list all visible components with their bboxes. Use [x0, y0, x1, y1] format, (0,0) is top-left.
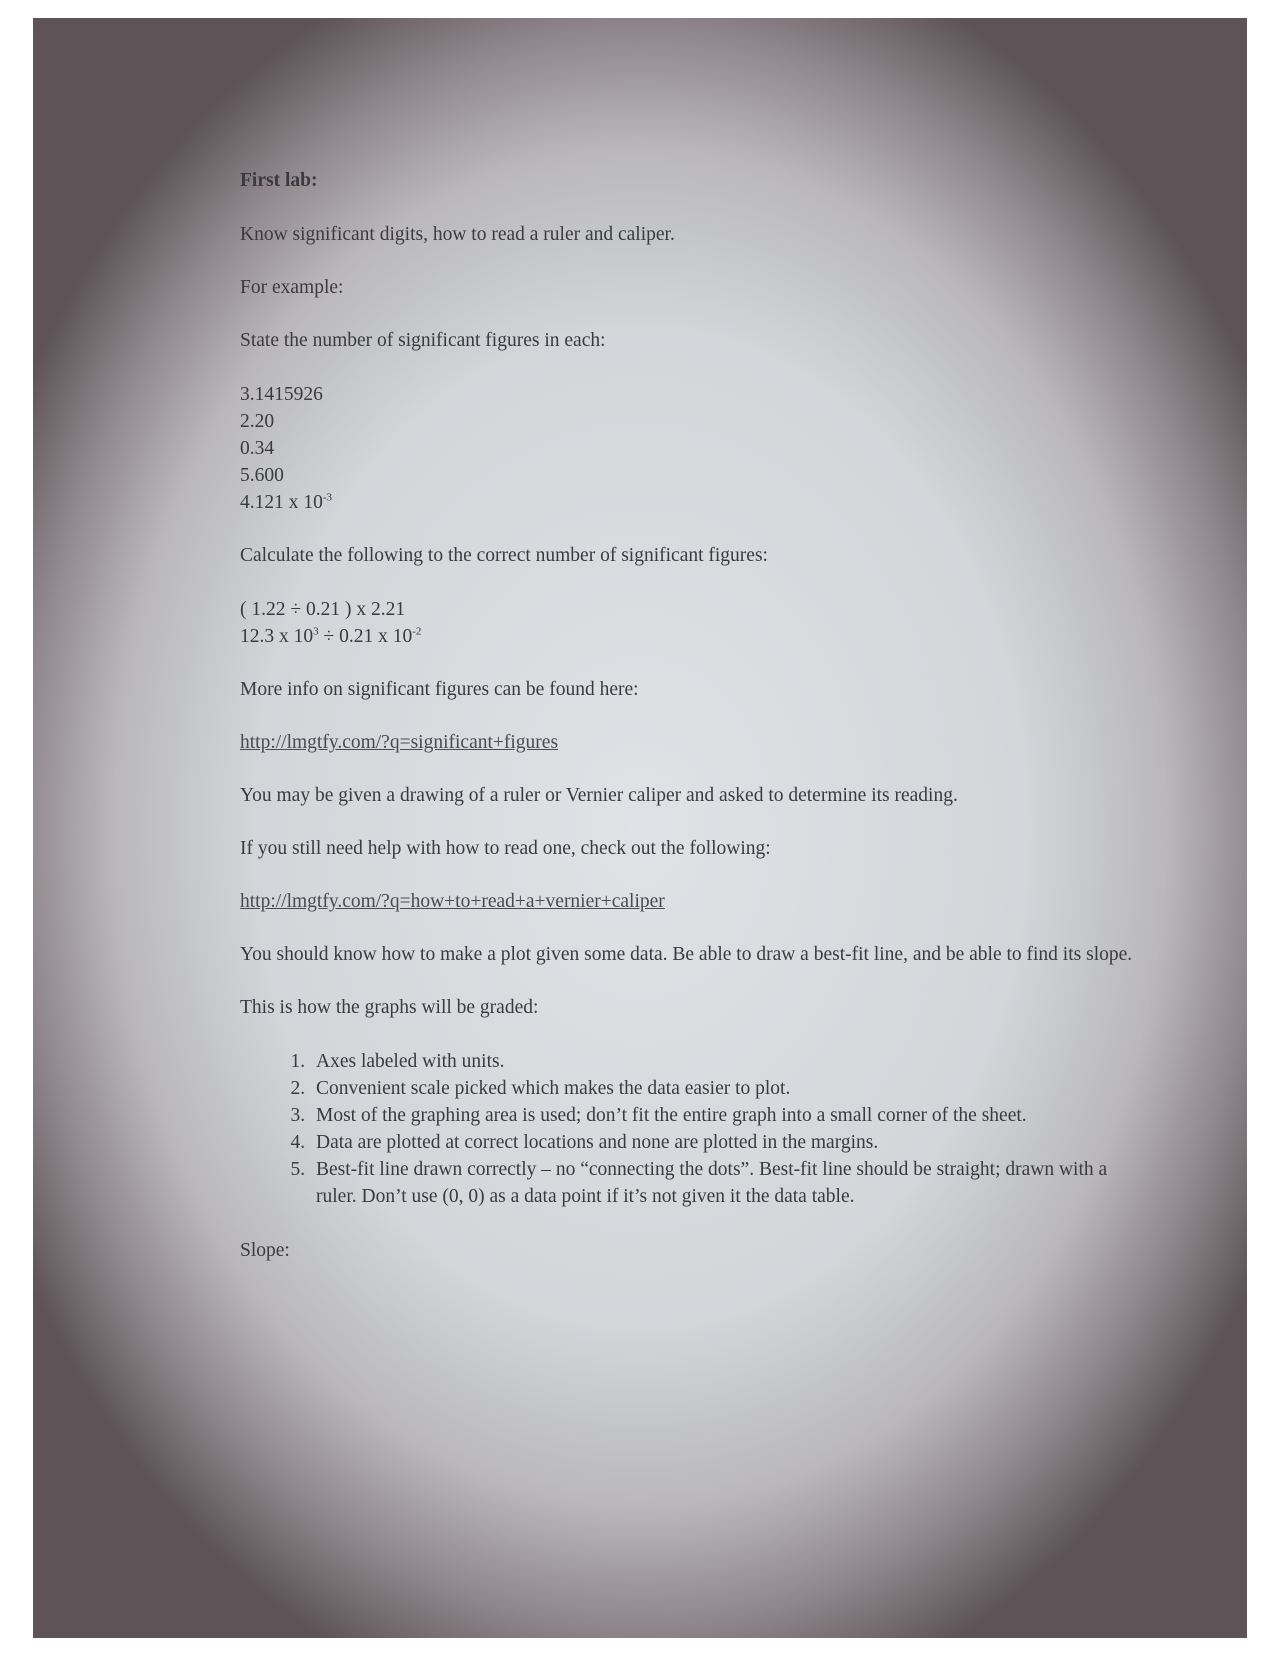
list-item: 1. Axes labeled with units.: [310, 1048, 1140, 1075]
document-photo: [33, 18, 1247, 1638]
list-item: 3. Most of the graphing area is used; don’t fit the entire graph into a small corner of the sheet.: [310, 1102, 1140, 1129]
sig-fig-item: 0.34: [240, 438, 275, 459]
sig-figures-link[interactable]: http://lmgtfy.com/?q=significant+figures: [240, 732, 559, 753]
vernier-caliper-link[interactable]: http://lmgtfy.com/?q=how+to+read+a+vernier+caliper: [240, 891, 665, 912]
document-page: [240, 168, 1140, 1264]
state-prompt: State the number of significant figures in each:: [240, 330, 606, 351]
more-info-text: More info on significant figures can be found here:: [240, 679, 639, 700]
list-item: 4. Data are plotted at correct locations and none are plotted in the margins.: [310, 1129, 1140, 1156]
slope-label: Slope:: [240, 1240, 290, 1261]
for-example-text: For example:: [240, 277, 344, 298]
calc-list: [240, 596, 1140, 650]
plot-text: You should know how to make a plot given some data. Be able to draw a best-fit line, and be able to find its slope.: [240, 944, 1133, 965]
calc-item: ( 1.22 ÷ 0.21 ) x 2.21: [240, 599, 406, 620]
sig-fig-item: 3.1415926: [240, 384, 323, 405]
sig-fig-item: 5.600: [240, 465, 284, 486]
sig-fig-item: 2.20: [240, 411, 275, 432]
list-item: 5. Best-fit line drawn correctly – no “connecting the dots”. Best-fit line should be straight; drawn with a ruler. Don’t use (0, 0) as a data point if it’s not given it the data table.: [310, 1156, 1140, 1210]
sig-fig-item: 4.121 x $10^{-3}$: [240, 491, 333, 513]
help-text: If you still need help with how to read one, check out the following:: [240, 838, 771, 859]
sig-fig-list: [240, 381, 1140, 516]
calc-item: 12.3 x $10^3 \div 0.21$ x $10^{-2}$: [240, 625, 422, 647]
list-item: 2. Convenient scale picked which makes the data easier to plot.: [310, 1075, 1140, 1102]
intro-text: Know significant digits, how to read a ruler and caliper.: [240, 224, 675, 245]
grading-criteria-list: [240, 1048, 1140, 1210]
ruler-text: You may be given a drawing of a ruler or Vernier caliper and asked to determine its reading.: [240, 785, 958, 806]
page-title: First lab:: [240, 170, 318, 191]
calculate-prompt: Calculate the following to the correct number of significant figures:: [240, 545, 768, 566]
graded-intro: This is how the graphs will be graded:: [240, 997, 539, 1018]
exponent: -3: [322, 491, 333, 504]
